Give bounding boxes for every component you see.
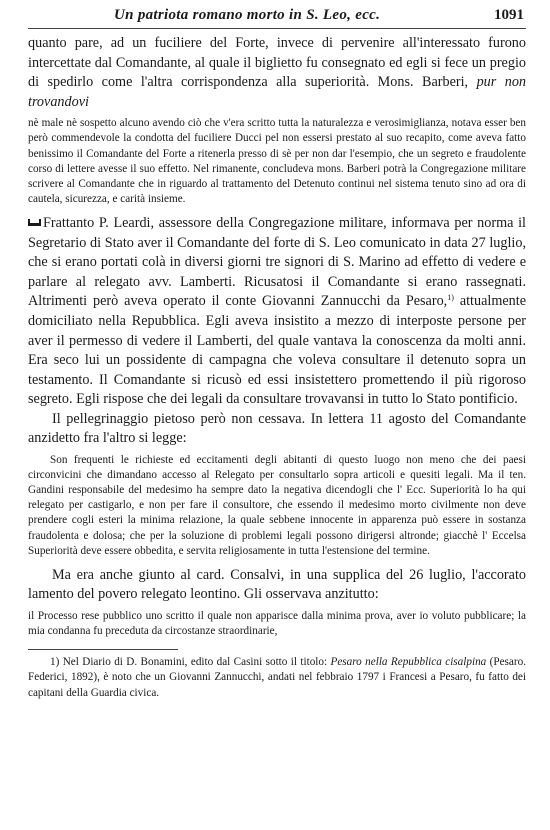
running-title: Un patriota romano morto in S. Leo, ecc. <box>114 7 381 23</box>
paragraph-text: attualmente domiciliato nella Repubblica. Egli aveva insistito a mezzo di interposte persone per aver il permesso di vedere il Lamberti, del quale vantava la conoscenza da molti anni. Era seco lui un possidente di campagna che voleva consultare il detenuto sopra un testamento. Il Comandante si ricusò ed essi insistettero promettendo il più rigoroso segreto. Egli rispose che dei legali da consultare trovavansi in tutto lo Stato pontificio. <box>28 293 527 408</box>
footnote-text: (Pesaro. Federici, 1892), è noto che un Giovanni Zannucchi, andati nel febbraio 1797 i Francesi a Pesaro, fu fatto dei capitani della Guardia civica. <box>28 656 526 699</box>
paragraph-pellegrinaggio: Il pellegrinaggio pietoso però non cessava. In lettera 11 agosto del Comandante anzidetto fra l'altro si legge: <box>28 410 526 447</box>
paragraph-text: P. Leardi, assessore della Congregazione militare, informava per norma il Segretario di Stato aver il Comandante del forte di S. Leo comunicato in data 27 luglio, che si erano portati colà in diversi giorni tre signori di S. Marino ad effetto di vedere e parlare al relegato avv. Lamberti. Ricusatosi il Comandante si erano rassegnati. Altrimenti però aveva operato il conte Giovanni Zannucchi da Pesaro, <box>28 214 526 310</box>
paragraph-consalvi: Ma era anche giunto al card. Consalvi, in una supplica del 26 luglio, l'accorato lamento del povero relegato leontino. Gli osservava anzitutto: <box>28 566 526 603</box>
paragraph-leardi <box>28 214 526 410</box>
page <box>28 6 526 701</box>
footnote-1 <box>28 655 526 701</box>
block-quote-comandante: Son frequenti le richieste ed eccitamenti degli abitanti di questo luogo non meno che dei paesi circonvicini che dimandano accesso al Relegato per consultarlo sopra articoli e quesiti legali. Ma il ten. Gandini responsabile del medesimo ha sempre dato la negativa dicendogli che l' Ecc. Superiorità lo ha qui relegato per castigarlo, e non per fare il consultore, che essendo il medesimo morto civilmente non deve prendere cogli esteri la minima relazione, la quale sebbene innocente in apparenza può essere in sostanza fraudolenta e dolosa; che per la soluzione di problemi legali possono dirigersi altronde; giacchè l' Eccelsa Superiorità deve essere obbedita, e servita religiosamente in tutta l'estensione del termine. <box>28 454 526 557</box>
footnote-divider <box>28 649 178 650</box>
page-number: 1091 <box>494 7 524 23</box>
footnote-reference[interactable]: 1) <box>447 293 454 303</box>
running-head <box>28 6 526 29</box>
footnote-italic-title: Pesaro nella Repubblica cisalpina <box>330 656 487 669</box>
block-quote-supplica: il Processo rese pubblico uno scritto il quale non apparisce dalla minima prova, aver io voluto pubblicare; la mia condanna fu preceduta da circostanze straordinarie, <box>28 609 526 637</box>
paragraph-lead-word: Frattanto <box>43 214 95 231</box>
footnote-text: 1) Nel Diario di D. Bonamini, edito dal Casini sotto il titolo: <box>50 656 331 669</box>
paragraph-italic-phrase: pur non trovandovi <box>28 74 527 110</box>
paragraph-text: quanto pare, ad un fuciliere del Forte, invece di pervenire all'interessato furono intercettate dal Comandante, al quale il biglietto fu consegnato ed egli si fece un pregio di spedirlo come l'altra corrispondenza alla superiorità. Mons. Barberi, <box>28 35 526 91</box>
block-quote-barberi: nè male nè sospetto alcuno avendo ciò che v'era scritto tutta la naturalezza e verosimiglianza, notava esser ben però commendevole la condotta del fuciliere Ducci pel non essersi prestato al suo recapito, come aveva fatto benissimo il Comandante del Forte a ritenerla presso di sè per non dar l'esempio, che un segreto e fraudolente corso di lettere avesse il suo effetto. Nel rimanente, concludeva mons. Barberi potrà la Congregazione militare scrivere al Comandante che in riguardo al trattamento del Detenuto continui nel sistema tenuto sino ad ora di cautela, sicurezza, e carità insieme. <box>28 117 526 205</box>
paragraph-continuation <box>28 34 526 112</box>
paragraph-mark-icon <box>28 217 43 228</box>
